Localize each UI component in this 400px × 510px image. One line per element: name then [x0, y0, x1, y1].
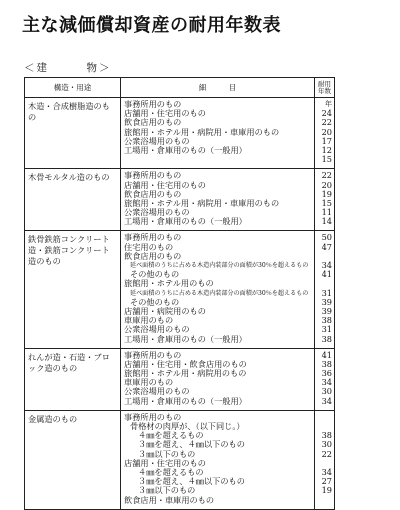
structure-cell: 金属造のもの — [25, 410, 121, 509]
section-label: ＜建 物＞ — [24, 62, 112, 74]
detail-line: 延べ面積のうちに占める木造内装部分の面積が30％を超えるもの — [130, 262, 309, 269]
detail-line: 事務所用のもの — [124, 350, 182, 360]
years-value: 47 — [321, 242, 332, 252]
table-row — [25, 231, 335, 348]
structure-cell: れんが造・石造・ブロック造のもの — [25, 348, 121, 410]
years-value: 34 — [321, 378, 332, 388]
details-cell — [121, 98, 315, 169]
years-value: 24 — [321, 109, 332, 119]
years-value: 11 — [321, 208, 332, 218]
years-cell — [315, 169, 335, 231]
detail-line: 店舗用・住宅用のもの — [124, 109, 206, 119]
years-value: 34 — [321, 261, 332, 270]
header-details: 細 目 — [121, 78, 315, 98]
table-row — [25, 98, 335, 169]
table-row — [25, 348, 335, 410]
years-value: 41 — [321, 270, 332, 280]
years-value: 20 — [321, 127, 332, 137]
year-unit: 年 — [325, 100, 332, 108]
years-value: 38 — [321, 431, 332, 441]
details-cell — [121, 231, 315, 348]
detail-line: 工場用・倉庫用のもの（一般用） — [124, 334, 247, 344]
detail-line: 店舗用・住宅用のもの — [124, 180, 206, 190]
useful-life-table — [24, 77, 335, 510]
detail-line: 店舗用・住宅用のもの — [124, 458, 206, 468]
detail-line: 旅館用・ホテル用・病院用・車庫用のもの — [124, 198, 280, 208]
detail-line: ４㎜を超えるもの — [138, 431, 204, 441]
table-header-row — [25, 78, 335, 98]
years-value: 19 — [321, 486, 332, 496]
years-cell — [315, 348, 335, 410]
years-value: 36 — [321, 369, 332, 379]
detail-line: その他のもの — [130, 270, 180, 280]
detail-line: ３㎜以下のもの — [138, 486, 196, 496]
years-value: 50 — [321, 233, 332, 243]
detail-line: 工場用・倉庫用のもの（一般用） — [124, 217, 247, 227]
detail-line: 店舗用・住宅用・飲食店用のもの — [124, 359, 247, 369]
detail-line: 骨格材の肉厚が、（以下同じ。） — [130, 422, 245, 431]
years-value: 38 — [321, 359, 332, 369]
detail-line: 事務所用のもの — [124, 233, 182, 243]
years-value: 31 — [321, 288, 332, 298]
detail-line: 工場用・倉庫用のもの（一般用） — [124, 145, 247, 155]
years-value — [315, 413, 332, 422]
detail-line: ３㎜を超え、４㎜以下のもの — [138, 477, 245, 487]
header-life: 耐用年数 — [315, 78, 335, 98]
page-title: 主な減価償却資産の耐用年数表 — [22, 15, 281, 36]
detail-line: 事務所用のもの — [124, 171, 182, 181]
years-cell — [315, 98, 335, 169]
detail-line: 公衆浴場用のもの — [124, 136, 190, 146]
years-value: 19 — [321, 189, 332, 199]
detail-line: 飲食店用のもの — [124, 189, 182, 199]
detail-line: ３㎜以下のもの — [138, 449, 196, 459]
years-value: 22 — [321, 171, 332, 181]
detail-line: 車庫用のもの — [124, 378, 174, 388]
years-value — [315, 459, 332, 468]
years-value: 30 — [321, 440, 332, 450]
detail-line: 飲食店用・車庫用のもの — [124, 495, 215, 505]
years-value: 15 — [321, 155, 332, 165]
years-value: 30 — [321, 387, 332, 397]
years-value: 20 — [321, 180, 332, 190]
detail-line: 旅館用・ホテル用のもの — [124, 279, 214, 289]
years-value: 17 — [321, 136, 332, 146]
years-value: 34 — [321, 396, 332, 406]
years-value: 38 — [321, 334, 332, 344]
table-row — [25, 410, 335, 509]
years-value: 15 — [321, 198, 332, 208]
years-value: 22 — [321, 449, 332, 459]
detail-line: 店舗用・病院用のもの — [124, 306, 206, 316]
years-value: 27 — [321, 477, 332, 487]
years-value: 34 — [321, 467, 332, 477]
detail-line: 公衆浴場用のもの — [124, 208, 190, 218]
detail-line: 住宅用のもの — [124, 242, 174, 252]
detail-line: ４㎜を超えるもの — [138, 467, 204, 477]
details-cell — [121, 169, 315, 231]
table-row — [25, 169, 335, 231]
years-value: 12 — [321, 145, 332, 155]
years-value — [315, 279, 332, 288]
years-value: 38 — [321, 316, 332, 326]
structure-cell: 木造・合成樹脂造のもの — [25, 98, 121, 169]
years-value: 31 — [321, 325, 332, 335]
detail-line: ３㎜を超え、４㎜以下のもの — [138, 440, 245, 450]
structure-cell: 木骨モルタル造のもの — [25, 169, 121, 231]
detail-line: 飲食店用のもの — [124, 118, 182, 128]
years-cell — [315, 410, 335, 509]
detail-line: 事務所用のもの — [124, 412, 182, 422]
details-cell — [121, 410, 315, 509]
years-value — [315, 422, 332, 431]
structure-cell: 鉄骨鉄筋コンクリート造・鉄筋コンクリート造のもの — [25, 231, 121, 348]
detail-line: 公衆浴場用のもの — [124, 387, 190, 397]
years-value: 39 — [321, 297, 332, 307]
years-value: 14 — [321, 217, 332, 227]
detail-line: 公衆浴場用のもの — [124, 325, 190, 335]
years-value: 22 — [321, 118, 332, 128]
years-cell — [315, 231, 335, 348]
years-value: 39 — [321, 306, 332, 316]
table-body — [25, 98, 335, 510]
detail-line: 延べ面積のうちに占める木造内装部分の面積が30％を超えるもの — [130, 289, 309, 297]
years-value — [315, 252, 332, 261]
detail-line: 工場用・倉庫用のもの（一般用） — [124, 396, 247, 406]
years-value: 41 — [321, 350, 332, 360]
detail-line: 事務所用のもの — [124, 100, 182, 109]
detail-line: 旅館用・ホテル用・病院用のもの — [124, 369, 247, 379]
detail-line: 車庫用のもの — [124, 316, 174, 326]
detail-line: その他のもの — [130, 297, 180, 307]
years-value — [315, 496, 332, 505]
detail-line: 飲食店用のもの — [124, 251, 182, 261]
header-structure: 構造・用途 — [25, 78, 121, 98]
detail-line: 旅館用・ホテル用・病院用・車庫用のもの — [124, 127, 280, 137]
details-cell — [121, 348, 315, 410]
